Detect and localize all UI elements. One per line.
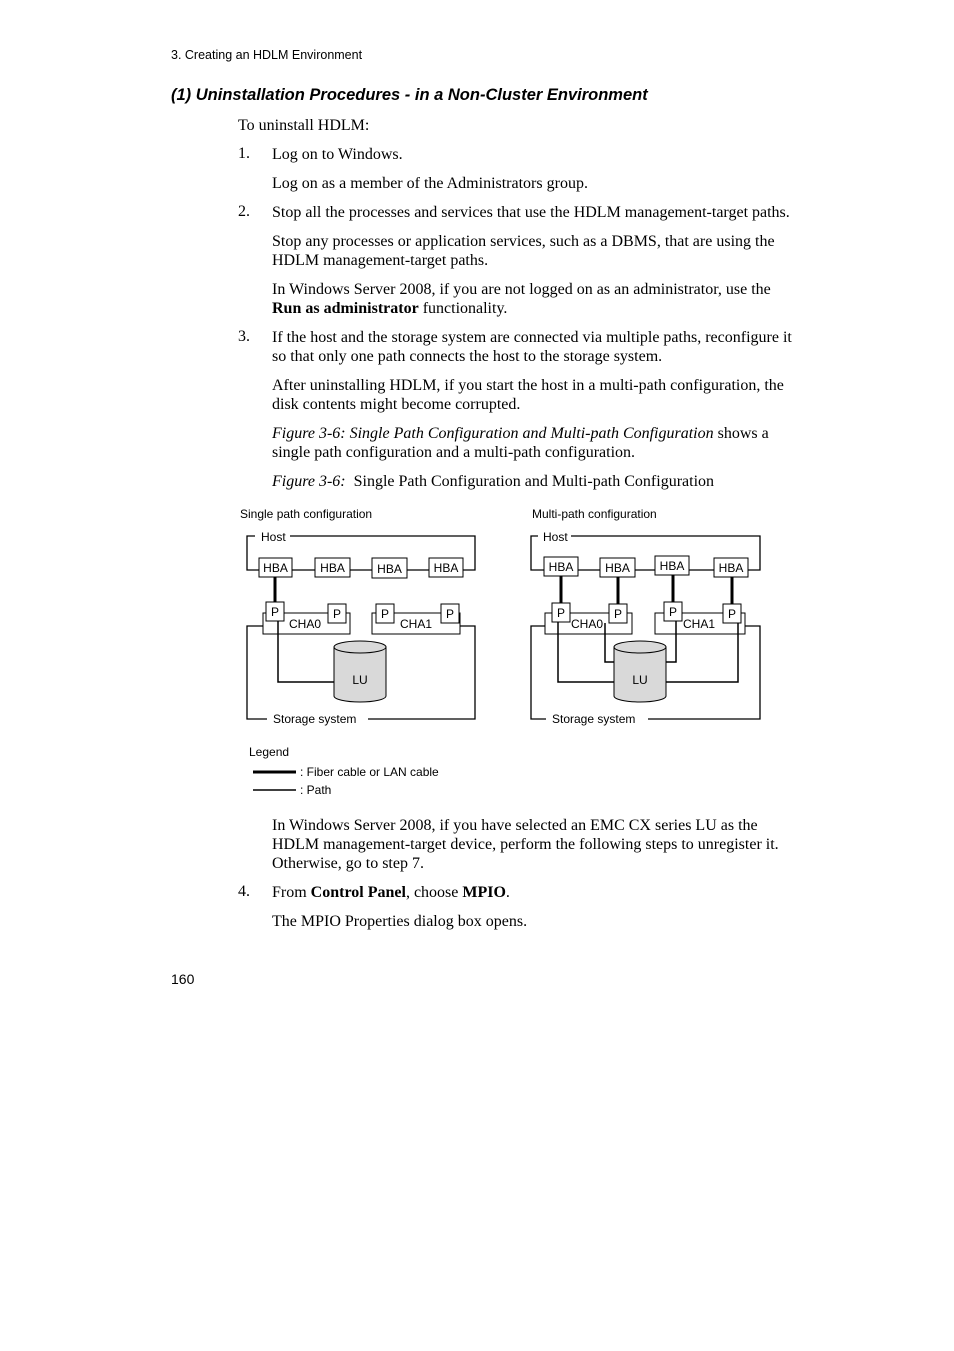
- hba-label: HBA: [433, 561, 459, 575]
- step-text-part: From: [272, 884, 311, 901]
- step-text-part: .: [505, 884, 510, 901]
- single-path-title: Single path configuration: [240, 507, 373, 521]
- figure-xref-link[interactable]: Figure 3-6: Single Path Configuration and Multi-path Configuration: [272, 425, 714, 442]
- port-label: P: [380, 607, 390, 621]
- figure-xref-line: [272, 424, 769, 444]
- step-note: The MPIO Properties dialog box opens.: [272, 913, 528, 930]
- step-text-line: so that only one path connects the host to the storage system.: [272, 348, 663, 365]
- step-note-line: In Windows Server 2008, if you are not logged on as an administrator, use the: [272, 281, 771, 298]
- hba-label: HBA: [659, 559, 685, 573]
- port-label: P: [556, 606, 566, 620]
- ui-term: Run as administrator: [272, 300, 419, 317]
- hba-label: HBA: [605, 561, 630, 575]
- port-label: P: [270, 605, 280, 619]
- lu-cylinder-top: [614, 641, 666, 653]
- step-number: 4.: [238, 883, 250, 900]
- section-title: (1) Uninstallation Procedures - in a Non-Cluster Environment: [171, 86, 648, 104]
- legend-path-label: : Path: [300, 783, 332, 797]
- cha-label: CHA1: [683, 617, 716, 631]
- step-number: 3.: [238, 328, 250, 345]
- step-note: Log on as a member of the Administrators group.: [272, 175, 588, 192]
- multi-path-title: Multi-path configuration: [532, 507, 657, 521]
- step-number: 1.: [238, 145, 250, 162]
- storage-label: Storage system: [552, 712, 636, 726]
- figure-background: [230, 500, 770, 800]
- step-note-line: Stop any processes or application services, such as a DBMS, that are using the: [272, 233, 775, 250]
- step-note-line: HDLM management-target device, perform the following steps to unregister it.: [272, 836, 779, 853]
- storage-label: Storage system: [273, 712, 357, 726]
- port-label: P: [332, 607, 342, 621]
- intro-text: To uninstall HDLM:: [238, 117, 370, 134]
- running-head: 3. Creating an HDLM Environment: [171, 48, 363, 62]
- page-number: 160: [171, 971, 195, 987]
- hba-label: HBA: [548, 560, 574, 574]
- step-note-line: disk contents might become corrupted.: [272, 396, 521, 413]
- step-note-line: Otherwise, go to step 7.: [272, 855, 424, 872]
- figure-caption-label: Figure 3-6:: [272, 473, 346, 490]
- port-label: P: [727, 607, 737, 621]
- host-label: Host: [261, 530, 286, 544]
- host-label: Host: [543, 530, 568, 544]
- cha-label: CHA0: [571, 617, 604, 631]
- legend-fiber-label: : Fiber cable or LAN cable: [300, 765, 439, 779]
- port-label: P: [613, 607, 623, 621]
- figure-caption-title: Single Path Configuration and Multi-path Configuration: [353, 473, 715, 490]
- step-note-line: [272, 299, 507, 319]
- lu-label: LU: [632, 673, 648, 687]
- ui-term: Control Panel: [310, 884, 406, 901]
- path-configuration-figure: [230, 500, 770, 800]
- step-text-line: If the host and the storage system are connected via multiple paths, reconfigure it: [272, 329, 792, 346]
- step-text: Log on to Windows.: [272, 146, 403, 163]
- hba-label: HBA: [320, 561, 345, 575]
- step-note-rest: functionality.: [418, 300, 508, 317]
- figure-xref-line: single path configuration and a multi-path configuration.: [272, 444, 636, 461]
- ui-term: MPIO: [462, 884, 506, 901]
- lu-label: LU: [352, 673, 368, 687]
- lu-cylinder-top: [334, 641, 386, 653]
- step-text-part: , choose: [405, 884, 463, 901]
- port-label: P: [445, 607, 455, 621]
- step-text: Stop all the processes and services that use the HDLM management-target paths.: [272, 204, 790, 221]
- figure-caption: [272, 472, 714, 492]
- step-note-line: HDLM management-target paths.: [272, 252, 489, 269]
- legend-title: Legend: [249, 745, 290, 759]
- hba-label: HBA: [718, 561, 744, 575]
- figure-xref-rest: shows a: [713, 425, 769, 442]
- step-number: 2.: [238, 203, 250, 220]
- port-label: P: [668, 605, 678, 619]
- hba-label: HBA: [377, 562, 402, 576]
- step-note-line: After uninstalling HDLM, if you start the host in a multi-path configuration, the: [272, 377, 784, 394]
- hba-label: HBA: [263, 561, 288, 575]
- step-text: [272, 883, 510, 903]
- cha-label: CHA1: [400, 617, 433, 631]
- cha-label: CHA0: [289, 617, 322, 631]
- step-note-line: In Windows Server 2008, if you have selected an EMC CX series LU as the: [272, 817, 758, 834]
